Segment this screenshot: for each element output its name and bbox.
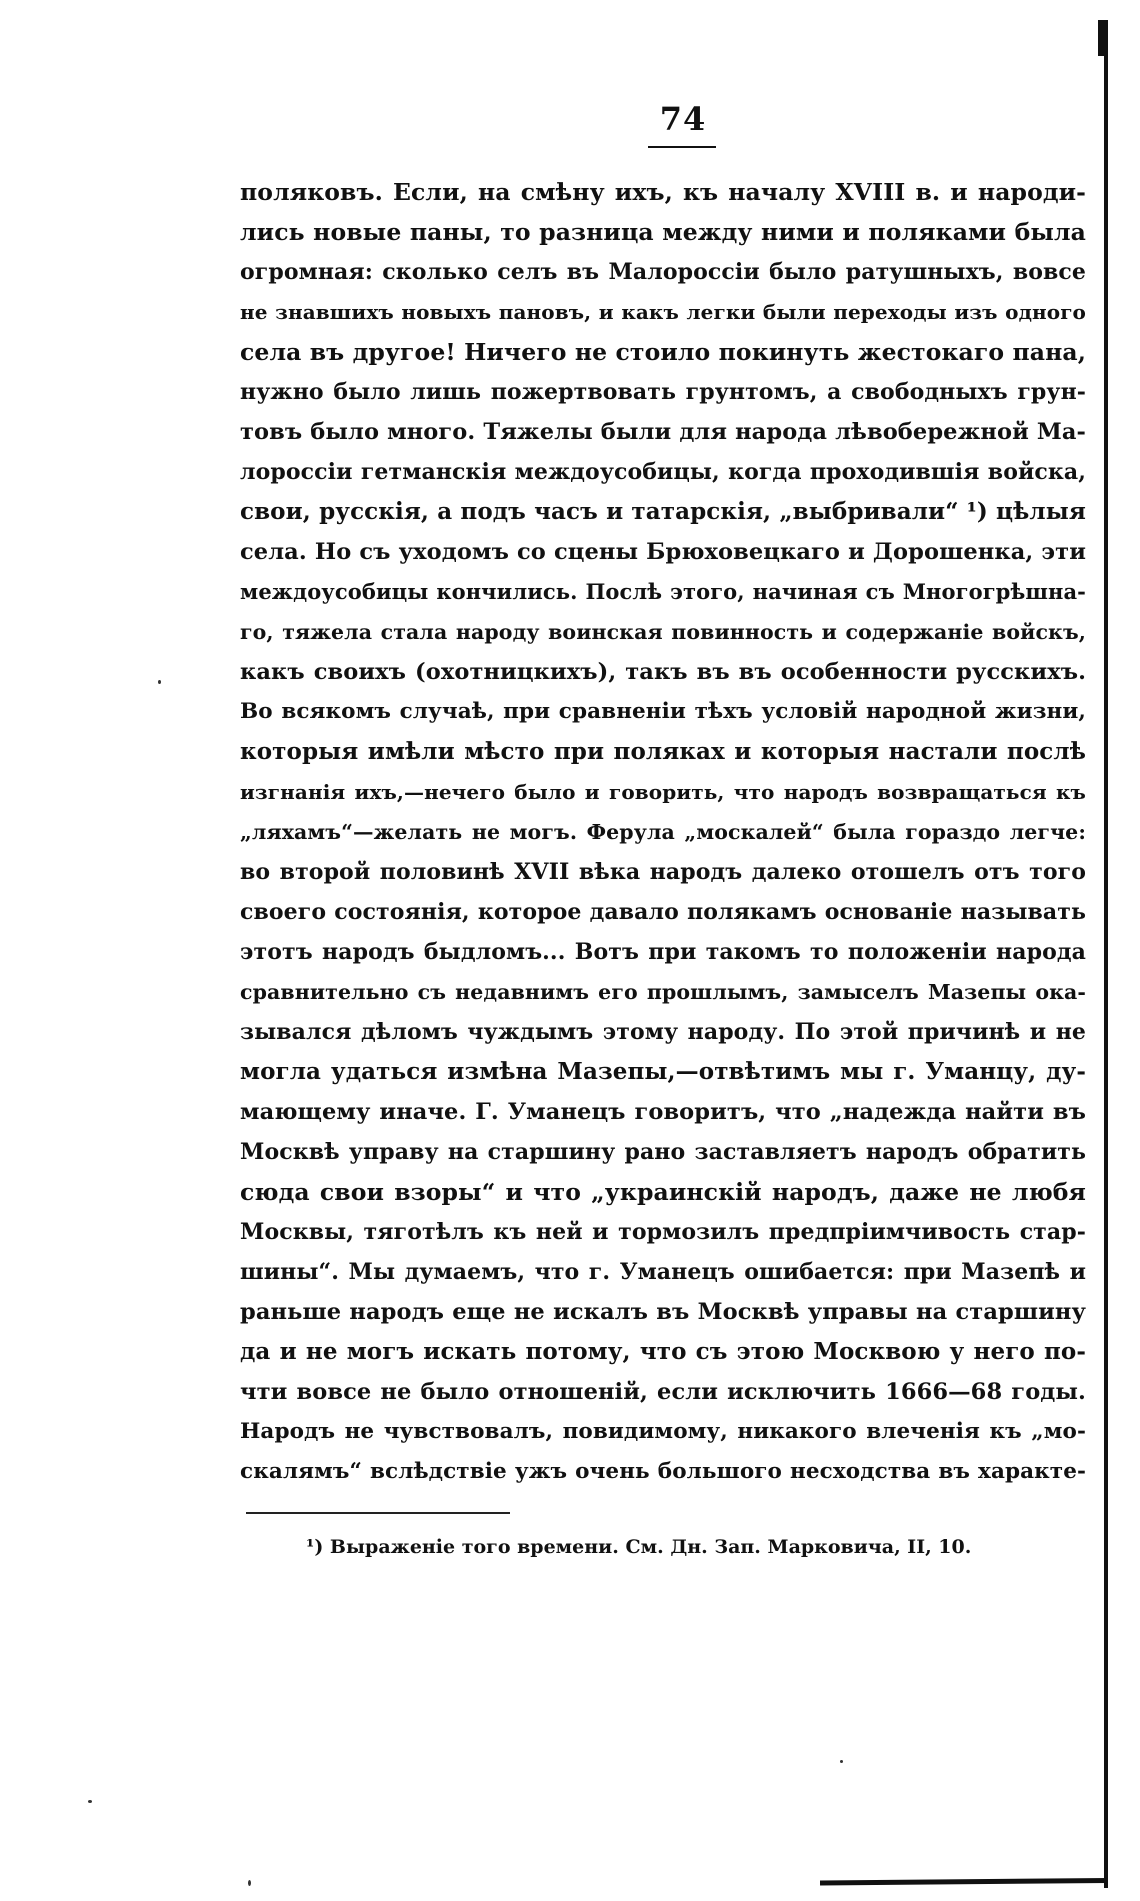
text-line: лороссiи гетманскiя междоусобицы, когда проходившiя войска,	[240, 459, 1086, 485]
text-line: Москвы, тяготѣлъ къ ней и тормозилъ предпрiимчивость стар-	[240, 1219, 1086, 1245]
text-line: села въ другое! Ничего не стоило покинуть жестокаго пана,	[240, 338, 1086, 366]
scan-speck	[88, 1800, 92, 1803]
text-line: чти вовсе не было отношенiй, если исключить 1666—68 годы.	[240, 1379, 1086, 1405]
scan-edge-bottom	[820, 1878, 1108, 1886]
text-line: своего состоянiя, которое давало полякамъ основанiе называть	[240, 899, 1086, 925]
text-line: нужно было лишь пожертвовать грунтомъ, а свободныхъ грун-	[240, 379, 1086, 405]
text-line: могла удаться измѣна Мазепы,—отвѣтимъ мы г. Уманцу, ду-	[240, 1058, 1086, 1085]
text-line: не знавшихъ новыхъ пановъ, и какъ легки были переходы изъ одного	[240, 300, 1086, 324]
text-line: Москвѣ управу на старшину рано заставляетъ народъ обратить	[240, 1139, 1086, 1165]
text-line: скалямъ“ вслѣдствiе ужъ очень большого несходства въ характе-	[240, 1459, 1086, 1484]
text-line: „ляхамъ“—желать не могъ. Ферула „москалей“ была гораздо легче:	[240, 820, 1086, 844]
page-number-underline	[648, 146, 716, 148]
text-line: свои, русскiя, а подъ часъ и татарскiя, „выбривали“ ¹) цѣлыя	[240, 498, 1086, 525]
text-line: во второй половинѣ XVII вѣка народъ далеко отошелъ отъ того	[240, 859, 1086, 885]
text-line: Во всякомъ случаѣ, при сравненiи тѣхъ условiй народной жизни,	[240, 699, 1086, 724]
text-line: села. Но съ уходомъ со сцены Брюховецкаго и Дорошенка, эти	[240, 539, 1086, 565]
text-line: лись новые паны, то разница между ними и поляками была	[240, 218, 1086, 246]
text-line: раньше народъ еще не искалъ въ Москвѣ управы на старшину	[240, 1299, 1086, 1325]
text-line: сравнительно съ недавнимъ его прошлымъ, замыселъ Мазепы ока-	[240, 980, 1086, 1004]
scan-edge-right	[1104, 20, 1108, 1888]
scan-speck	[840, 1760, 843, 1763]
body-text	[240, 172, 1086, 1492]
text-line: поляковъ. Если, на смѣну ихъ, къ началу XVIII в. и народи-	[240, 178, 1086, 206]
text-line: огромная: сколько селъ въ Малороссiи было ратушныхъ, вовсе	[240, 259, 1086, 285]
page-number: 74	[659, 100, 707, 138]
footnote-separator	[246, 1512, 510, 1514]
text-line: зывался дѣломъ чуждымъ этому народу. По этой причинѣ и не	[240, 1019, 1086, 1045]
text-line: какъ своихъ (охотницкихъ), такъ въ въ особенности русскихъ.	[240, 659, 1086, 685]
text-line: которыя имѣли мѣсто при поляках и которыя настали послѣ	[240, 738, 1086, 765]
footnote: ¹) Выраженiе того времени. См. Дн. Зап. Марковича, II, 10.	[306, 1536, 972, 1558]
text-line: этотъ народъ быдломъ... Вотъ при такомъ то положенiи народа	[240, 939, 1086, 965]
text-line: изгнанiя ихъ,—нечего было и говорить, что народъ возвращаться къ	[240, 780, 1086, 804]
text-line: мающему иначе. Г. Уманецъ говоритъ, что „надежда найти въ	[240, 1099, 1086, 1125]
scan-speck	[158, 680, 161, 684]
text-line: да и не могъ искать потому, что съ этою Москвою у него по-	[240, 1338, 1086, 1365]
scan-speck	[248, 1880, 251, 1886]
text-line: шины“. Мы думаемъ, что г. Уманецъ ошибается: при Мазепѣ и	[240, 1259, 1086, 1285]
text-line: товъ было много. Тяжелы были для народа лѣвобережной Ма-	[240, 419, 1086, 445]
text-line: го, тяжела стала народу воинская повинность и содержанiе войскъ,	[240, 620, 1086, 644]
text-line: Народъ не чувствовалъ, повидимому, никакого влеченiя къ „мо-	[240, 1419, 1086, 1444]
text-line: междоусобицы кончились. Послѣ этого, начиная съ Многогрѣшна-	[240, 579, 1086, 604]
text-line: сюда свои взоры“ и что „украинскiй народъ, даже не любя	[240, 1178, 1086, 1206]
